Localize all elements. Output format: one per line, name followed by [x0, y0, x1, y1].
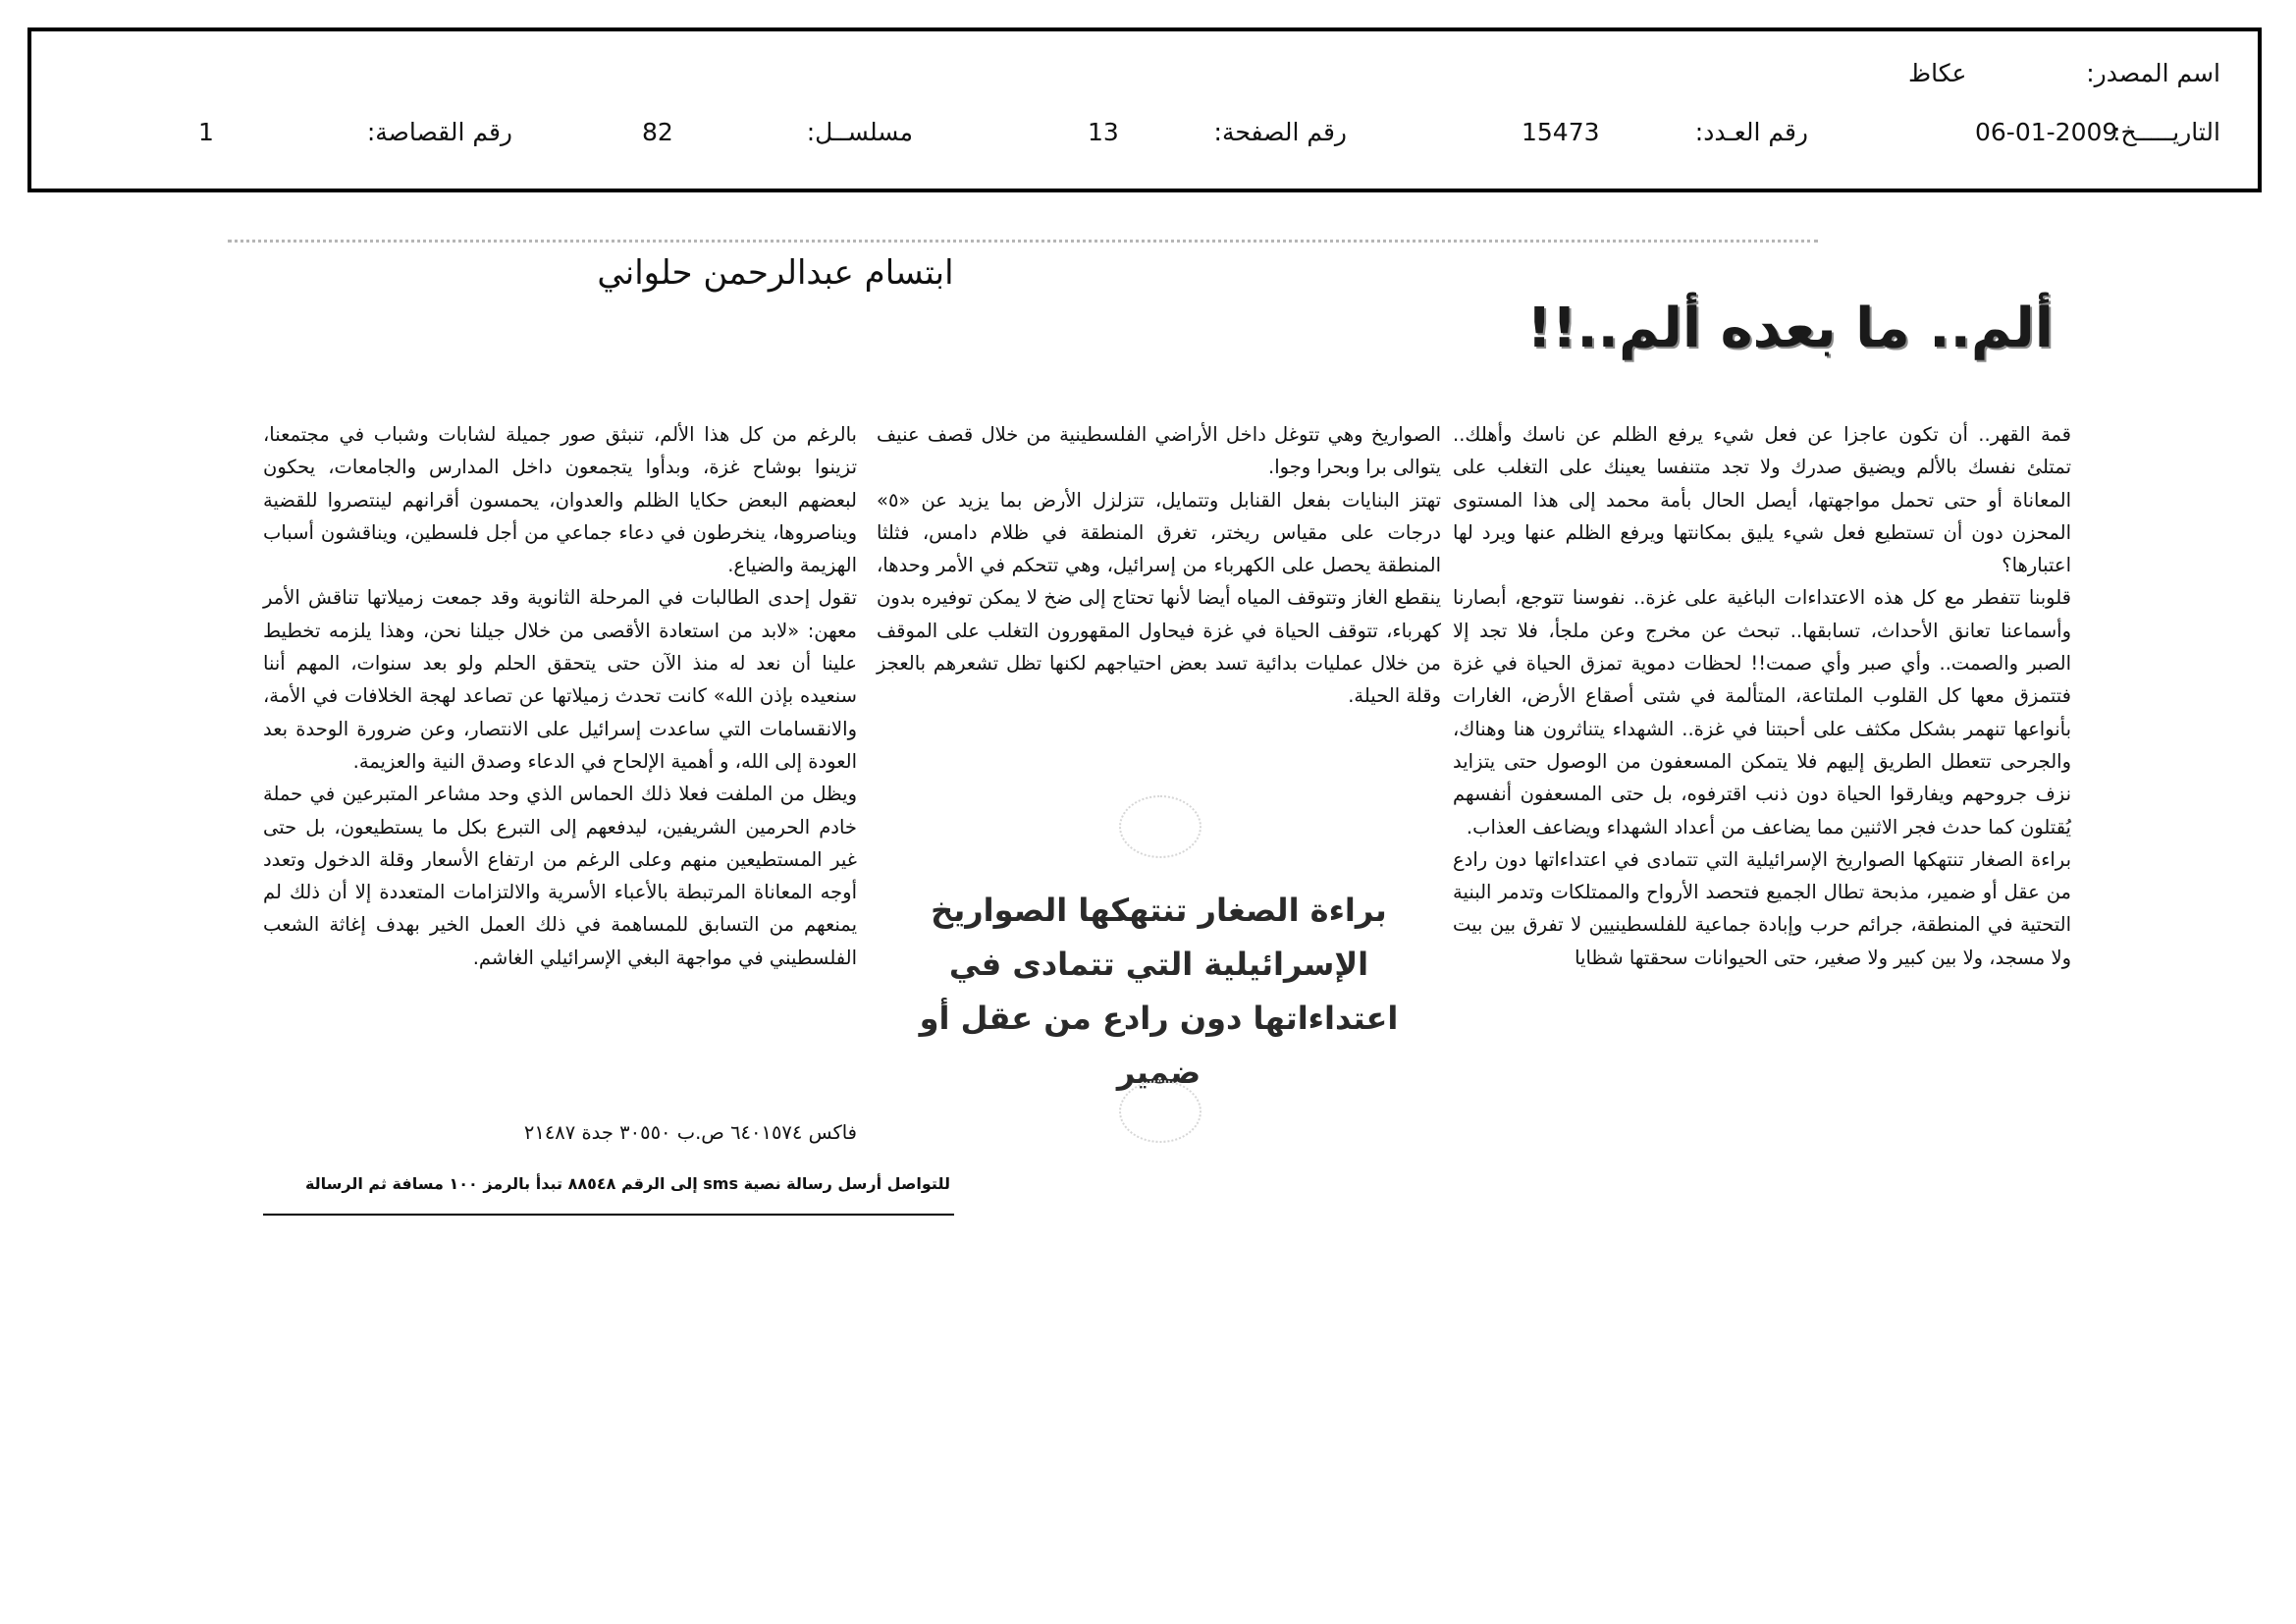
date-label: التاريـــــخ:	[2112, 118, 2220, 146]
page-number-value: 13	[1088, 118, 1119, 146]
article-column-1	[1453, 418, 2071, 974]
paragraph: تهتز البنايات بفعل القنابل وتتمايل، تتزلزل الأرض بما يزيد عن «٥» درجات على مقياس ريختر، تغرق المنطقة في ظلام دامس، فثلثا المنطقة يحصل على الكهرباء من إسرائيل، وهي تتحكم في الأمر وحدها، ينقطع الغاز وتتوقف المياه أيضا لأنها تحتاج إلى ضخ لا يمكن توفيره بدون كهرباء، تتوقف الحياة في غزة فيحاول المقهورون التغلب على الموقف من خلال عمليات بدائية تسد بعض احتياجهم لكنها تظل تشعرهم بالعجز وقلة الحيلة.	[877, 488, 1441, 708]
issue-label: رقم العـدد:	[1694, 118, 1808, 146]
page-number-label: رقم الصفحة:	[1213, 118, 1347, 146]
dotted-divider	[228, 240, 1818, 243]
sms-contact-note: للتواصل أرسل رسالة نصية sms إلى الرقم ٨٨٥٤٨ تبدأ بالرمز ١٠٠ مسافة ثم الرسالة	[304, 1174, 950, 1193]
ornament-bottom	[1119, 1080, 1201, 1143]
paragraph: براءة الصغار تنتهكها الصواريخ الإسرائيلية التي تتمادى في اعتداءاتها دون رادع من عقل أو ضمير، مذبحة تطال الجميع فتحصد الأرواح والممتلكات وتدمر البنية التحتية في المنطقة، جرائم حرب وإبادة جماعية للفلسطينيين لا تفرق بين بيت ولا مسجد، ولا بين كبير ولا صغير، حتى الحيوانات سحقتها شظايا	[1453, 847, 2071, 969]
source-label: اسم المصدر:	[2086, 59, 2220, 87]
article-author: ابتسام عبدالرحمن حلواني	[597, 253, 954, 293]
paragraph: الصواريخ وهي تتوغل داخل الأراضي الفلسطينية من خلال قصف عنيف يتوالى برا وبحرا وجوا.	[877, 423, 1441, 479]
article-column-2	[877, 418, 1441, 713]
fax-contact: فاكس ٦٤٠١٥٧٤ ص.ب ٣٠٥٥٠ جدة ٢١٤٨٧	[523, 1121, 857, 1144]
contact-underline	[263, 1214, 954, 1216]
paragraph: قلوبنا تتفطر مع كل هذه الاعتداءات الباغية على غزة.. نفوسنا تتوجع، أبصارنا وأسماعنا تعانق الأحداث، تسابقها.. تبحث عن مخرج وعن ملجأ، فلا تجد إلا الصبر والصمت.. وأي صبر وأي صمت!! لحظات دموية تمزق الحياة في غزة فتتمزق معها كل القلوب الملتاعة، المتألمة في شتى أصقاع الأرض، الغارات بأنواعها تنهمر بشكل مكثف على أحبتنا في غزة.. الشهداء يتناثرون هنا وهناك، والجرحى تتعطل الطريق إليهم فلا يتمكن المسعفون من الوصول حتى يتزايد نزف جروحهم ويفارقوا الحياة دون ذنب اقترفوه، بل حتى المسعفون أنفسهم يُقتلون كما حدث فجر الاثنين مما يضاعف من أعداد الشهداء ويضاعف العذاب.	[1453, 586, 2071, 839]
article-title: ألم.. ما بعده ألم..!!	[1526, 297, 2054, 360]
pull-quote: براءة الصغار تنتهكها الصواريخ الإسرائيلية التي تتمادى في اعتداءاتها دون رادع من عقل أو ضمير	[919, 892, 1399, 1091]
paragraph: تقول إحدى الطالبات في المرحلة الثانوية وقد جمعت زميلاتها تناقش الأمر معهن: «لابد من استعادة الأقصى من خلال جيلنا نحن، وهذا يلزمه تخطيط علينا أن نعد له منذ الآن حتى يتحقق الحلم ولو بعد سنوات، المهم أننا سنعيده بإذن الله» كانت تحدث زميلاتها عن تصاعد لهجة الخلافات في الأمة، والانقسامات التي ساعدت إسرائيل على الانتصار، وعن ضرورة الوحدة بعد العودة إلى الله، و أهمية الإلحاح في الدعاء وصدق النية والعزيمة.	[263, 586, 857, 773]
date-value: 06-01-2009	[1975, 118, 2118, 146]
paragraph: بالرغم من كل هذا الألم، تنبثق صور جميلة لشابات وشباب في مجتمعنا، تزينوا بوشاح غزة، وبدأوا يتجمعون داخل المدارس والجامعات، يحكون لبعضهم البعض حكايا الظلم والعدوان، يحمسون أقرانهم لينتصروا للقضية ويناصروها، ينخرطون في دعاء جماعي من أجل فلسطين، ويناقشون أسباب الهزيمة والضياع.	[263, 423, 857, 577]
paragraph: ويظل من الملفت فعلا ذلك الحماس الذي وحد مشاعر المتبرعين في حملة خادم الحرمين الشريفين، ليدفعهم إلى التبرع بكل ما يستطيعون، بل حتى غير المستطيعين منهم وعلى الرغم من ارتفاع الأسعار وقلة الدخول وتعدد أوجه المعاناة المرتبطة بالأعباء الأسرية والالتزامات المتعددة إلا أن ذلك لم يمنعهم من التسابق للمساهمة في ذلك العمل الخير بهدف إغاثة الشعب الفلسطيني في مواجهة البغي الإسرائيلي الغاشم.	[263, 783, 857, 969]
metadata-header	[27, 27, 2262, 192]
issue-value: 15473	[1522, 118, 1600, 146]
source-value: عكاظ	[1908, 59, 1967, 87]
article-column-3	[263, 418, 857, 974]
clipping-value: 1	[198, 118, 214, 146]
ornament-top	[1119, 795, 1201, 858]
serial-value: 82	[642, 118, 673, 146]
serial-label: مسلســل:	[806, 118, 913, 146]
paragraph: قمة القهر.. أن تكون عاجزا عن فعل شيء يرفع الظلم عن ناسك وأهلك.. تمتلئ نفسك بالألم ويضيق صدرك ولا تجد متنفسا يعينك على التغلب على المعاناة أو حتى تحمل مواجهتها، أيصل الحال بأمة محمد إلى هذا المستوى المحزن دون أن تستطيع فعل شيء يليق بمكانتها ويرفع الظلم عنها ويرد لها اعتبارها؟	[1453, 423, 2071, 577]
clipping-label: رقم القصاصة:	[366, 118, 512, 146]
